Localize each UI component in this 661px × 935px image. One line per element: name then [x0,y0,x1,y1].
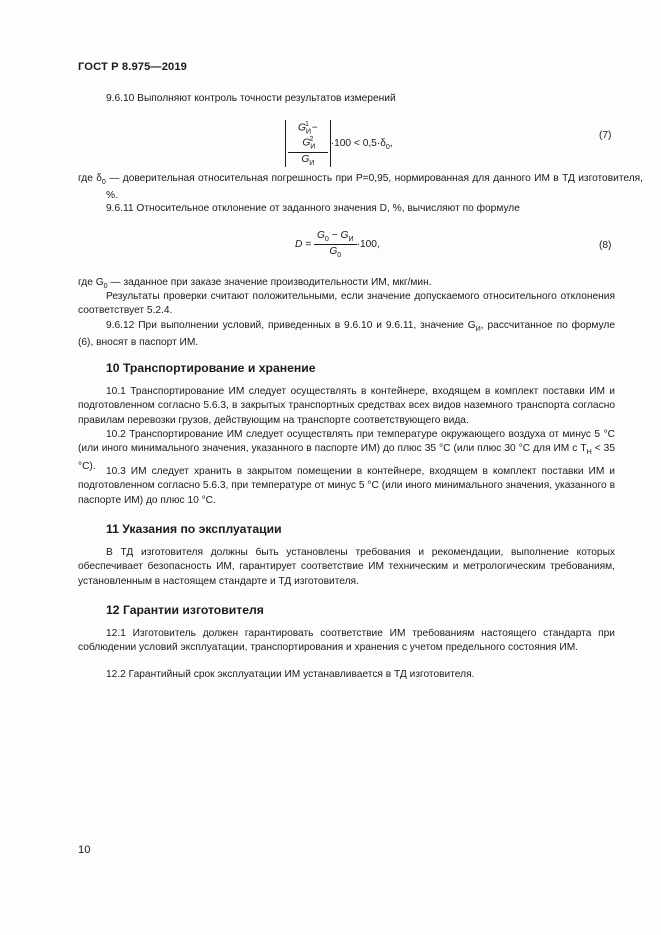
section-11-title: 11 Указания по эксплуатации [106,522,282,536]
formula-8: D = $\frac{G_0 - G_И}{G_0}$ ·100, [295,230,380,260]
formula-7: $\frac{G_И^1 - G_И^2}{G_И}$ $\cdot 100 < 0,5\cdot\delta_0$, [285,120,393,167]
paragraph-10-3: 10.3 ИМ следует хранить в закрытом помещении в контейнере, входящем в комплект поставки ИМ и подготовленном согласно 5.6.3, при температуре от минус 5 °С (или иного минимального значения, указанного в паспорте ИМ) до плюс 10 °С. [78,466,615,506]
document-header: ГОСТ Р 8.975—2019 [78,61,187,73]
formula-7-numerator: $G_И^1 - G_И^2$ [288,120,328,153]
formula-7-fraction [288,120,328,167]
definition-delta0: где $\delta_0$ — доверительная относительная погрешность при P=0,95, нормированная для данного ИМ в ТД изготовителя, %. [78,173,643,202]
paragraph-9-6-12: 9.6.12 При выполнении условий, приведенных в 9.6.10 и 9.6.11, значение $G_И$, рассчитанное по формуле (6), вносят в паспорт ИМ. [78,320,615,349]
definition-g0: где $G_0$ — заданное при заказе значение производительности ИМ, мкг/мин. [78,277,432,291]
formula-7-abs [285,120,331,167]
section-12-title: 12 Гарантии изготовителя [106,603,264,617]
section-10-title: 10 Транспортирование и хранение [106,361,316,375]
equation-number-7: (7) [599,130,612,141]
formula-7-denominator: $G_И$ [301,153,315,167]
paragraph-9-6-10: 9.6.10 Выполняют контроль точности результатов измерений [106,93,396,104]
paragraph-10-2: 10.2 Транспортирование ИМ следует осуществлять при температуре окружающего воздуха от минус 5 °С (или иного минимального значения, указанного в паспорте ИМ) до плюс 35 °С (или плюс 30 °С для ИМ с $T_Н < 35$ °С). [78,429,616,472]
equation-number-8: (8) [599,240,612,251]
formula-8-denominator: $G_0$ [329,246,342,260]
paragraph-9-6-11: 9.6.11 Относительное отклонение от заданного значения D, %, вычисляют по формуле [106,203,520,214]
paragraph-result: Результаты проверки считают положительными, если значение допускаемого относительного отклонения соответствует 5.2.4. [78,291,615,317]
paragraph-12-2: 12.2 Гарантийный срок эксплуатации ИМ устанавливается в ТД изготовителя. [106,669,475,680]
paragraph-11: В ТД изготовителя должны быть установлены требования и рекомендации, выполнение которых обеспечивает безопасность ИМ, гарантирует соответствие ИМ техническим и метрологическим требованиям, установленным в настоящем стандарте и ТД изготовителя. [78,547,615,587]
formula-8-fraction [314,230,357,259]
paragraph-12-1: 12.1 Изготовитель должен гарантировать соответствие ИМ требованиям настоящего стандарта при соблюдении условий эксплуатации, транспортирования и хранения с учетом предельного состояния ИМ. [78,628,615,654]
formula-8-numerator: $G_0 - G_И$ [314,230,357,245]
paragraph-10-1: 10.1 Транспортирование ИМ следует осуществлять в контейнере, входящем в комплект поставки ИМ и подготовленном согласно 5.6.3, в закрытых транспортных средствах всех видов наземного транспорта согласно правилам перевозки грузов, действующим на транспорте соответствующего вида. [78,386,615,426]
page-number: 10 [78,844,91,856]
